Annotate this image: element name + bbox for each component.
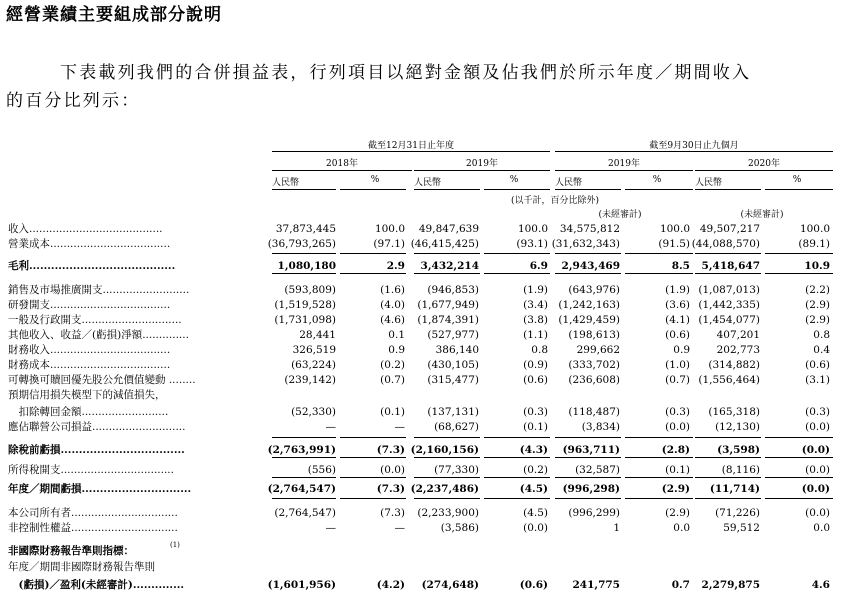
total-rule xyxy=(625,498,693,499)
header-rule xyxy=(555,151,833,152)
percent-cell: (2.9) xyxy=(661,483,690,495)
amount-cell: (46,415,425) xyxy=(410,238,479,250)
amount-cell: (643,976) xyxy=(568,284,620,296)
total-rule xyxy=(484,457,550,458)
amount-cell: (165,318) xyxy=(708,406,760,418)
header-pct: % xyxy=(792,175,802,185)
amount-cell: 28,441 xyxy=(299,329,336,341)
row-label: 營業成本.................................... xyxy=(8,238,171,250)
percent-cell: 2.9 xyxy=(386,260,405,272)
percent-cell: (1.9) xyxy=(665,284,690,296)
amount-cell: (77,330) xyxy=(434,464,479,476)
header-rule xyxy=(340,189,406,190)
percent-cell: 100.0 xyxy=(374,223,405,235)
percent-cell: (7.3) xyxy=(376,483,405,495)
amount-cell: (1,242,163) xyxy=(558,299,620,311)
percent-cell: (0.0) xyxy=(523,522,548,534)
total-rule xyxy=(625,457,693,458)
amount-cell: (963,711) xyxy=(562,444,620,456)
total-rule xyxy=(414,498,480,499)
percent-cell: (0.3) xyxy=(805,406,830,418)
table-row xyxy=(0,343,855,358)
header-rule xyxy=(625,189,693,190)
header-group-years: 截至12月31日止年度 xyxy=(368,141,454,151)
row-label: 本公司所有者................................ xyxy=(8,507,178,519)
total-rule xyxy=(555,498,621,499)
row-label: 收入........................................ xyxy=(8,223,163,235)
header-group-nine-months: 截至9月30日止九個月 xyxy=(649,141,739,151)
total-rule xyxy=(695,477,761,478)
table-row xyxy=(0,313,855,328)
total-rule xyxy=(414,253,480,254)
percent-cell: 6.9 xyxy=(529,260,548,272)
amount-cell: 1,080,180 xyxy=(277,260,336,272)
percent-cell: 4.6 xyxy=(811,579,830,591)
row-label: 毛利........................................ xyxy=(8,260,176,272)
row-label: (虧損)／盈利(未經審計).............. xyxy=(8,579,185,591)
percent-cell: 100.0 xyxy=(659,223,690,235)
percent-cell: (7.3) xyxy=(380,507,405,519)
header-rmb: 人民幣 xyxy=(272,178,300,188)
amount-cell: (996,299) xyxy=(568,507,620,519)
total-rule xyxy=(484,437,550,438)
total-rule xyxy=(272,253,336,254)
table-row xyxy=(0,259,855,274)
percent-cell: 0.8 xyxy=(813,329,830,341)
table-row xyxy=(0,222,855,237)
percent-cell: 0.1 xyxy=(388,329,405,341)
amount-cell: (1,519,528) xyxy=(274,299,336,311)
percent-cell: 0.9 xyxy=(673,344,690,356)
total-rule xyxy=(484,498,550,499)
total-rule xyxy=(555,437,621,438)
percent-cell: 0.7 xyxy=(671,579,690,591)
total-rule xyxy=(272,498,336,499)
percent-cell: (7.3) xyxy=(376,444,405,456)
amount-cell: (3,598) xyxy=(717,444,760,456)
percent-cell: (3.4) xyxy=(523,299,548,311)
percent-cell: (89.1) xyxy=(798,238,830,250)
row-label: 年度／期間非國際財務報告準則 xyxy=(8,561,155,573)
percent-cell: (97.1) xyxy=(373,238,405,250)
total-rule xyxy=(414,477,480,478)
unit-note: (以千計，百分比除外) xyxy=(510,196,600,206)
total-rule xyxy=(765,273,833,274)
footnote-marker: (1) xyxy=(170,541,180,549)
row-label: 研發開支.................................... xyxy=(8,299,171,311)
percent-cell: (0.3) xyxy=(665,406,690,418)
amount-cell: (44,088,570) xyxy=(691,238,760,250)
amount-cell: 49,507,217 xyxy=(699,223,760,235)
percent-cell: (0.0) xyxy=(801,483,830,495)
percent-cell: (0.7) xyxy=(665,374,690,386)
amount-cell: (2,233,900) xyxy=(417,507,479,519)
header-pct: % xyxy=(509,175,519,185)
total-rule xyxy=(625,477,693,478)
percent-cell: 0.9 xyxy=(388,344,405,356)
percent-cell: (0.6) xyxy=(523,374,548,386)
total-rule xyxy=(340,437,406,438)
total-rule xyxy=(340,253,406,254)
percent-cell: 100.0 xyxy=(517,223,548,235)
amount-cell: (63,224) xyxy=(291,359,336,371)
table-row xyxy=(0,298,855,313)
table-row xyxy=(0,420,855,435)
header-rmb: 人民幣 xyxy=(695,178,723,188)
amount-cell: (239,142) xyxy=(284,374,336,386)
amount-cell: (1,677,949) xyxy=(417,299,479,311)
row-label: 財務收入.................................... xyxy=(8,344,171,356)
total-rule xyxy=(625,253,693,254)
amount-cell: (556) xyxy=(307,464,336,476)
total-rule xyxy=(765,457,833,458)
header-pct: % xyxy=(652,175,662,185)
percent-cell: (4.3) xyxy=(519,444,548,456)
row-label: 其他收入、收益／(虧損)淨額.............. xyxy=(8,329,189,341)
percent-cell: (0.1) xyxy=(380,406,405,418)
percent-cell: (0.0) xyxy=(380,464,405,476)
amount-cell: (1,601,956) xyxy=(267,579,336,591)
amount-cell: (1,454,077) xyxy=(698,314,760,326)
row-label: 銷售及市場推廣開支.......................... xyxy=(8,284,190,296)
amount-cell: (1,874,391) xyxy=(417,314,479,326)
header-pct: % xyxy=(370,175,380,185)
amount-cell: (527,977) xyxy=(427,329,479,341)
row-label: 一般及行政開支.............................. xyxy=(8,314,182,326)
table-row xyxy=(0,237,855,252)
percent-cell: 8.5 xyxy=(671,260,690,272)
header-rule xyxy=(555,189,621,190)
percent-cell: (0.6) xyxy=(805,359,830,371)
percent-cell: (4.0) xyxy=(380,299,405,311)
percent-cell: 0.8 xyxy=(531,344,548,356)
amount-cell: (32,587) xyxy=(575,464,620,476)
row-label: 應佔聯營公司損益............................ xyxy=(8,421,186,433)
unaudited-note: (未經審計) xyxy=(740,210,784,220)
total-rule xyxy=(555,273,621,274)
total-rule xyxy=(414,273,480,274)
percent-cell: — xyxy=(394,522,405,534)
percent-cell: (3.8) xyxy=(523,314,548,326)
total-rule xyxy=(765,498,833,499)
amount-cell: (11,714) xyxy=(709,483,760,495)
percent-cell: (0.0) xyxy=(801,444,830,456)
amount-cell: (3,586) xyxy=(440,522,479,534)
amount-cell: (1,442,335) xyxy=(698,299,760,311)
amount-cell: 386,140 xyxy=(435,344,479,356)
total-rule xyxy=(272,457,336,458)
total-rule xyxy=(484,253,550,254)
percent-cell: (0.6) xyxy=(665,329,690,341)
percent-cell: (0.2) xyxy=(380,359,405,371)
percent-cell: (1.0) xyxy=(665,359,690,371)
total-rule xyxy=(272,437,336,438)
table-row xyxy=(0,328,855,343)
amount-cell: (1,429,459) xyxy=(558,314,620,326)
table-row xyxy=(0,544,855,559)
percent-cell: (0.3) xyxy=(523,406,548,418)
header-rule xyxy=(555,170,693,171)
amount-cell: (2,764,547) xyxy=(274,507,336,519)
header-rule xyxy=(272,170,412,171)
amount-cell: — xyxy=(325,421,336,433)
total-rule xyxy=(695,498,761,499)
percent-cell: (1.9) xyxy=(523,284,548,296)
amount-cell: (71,226) xyxy=(715,507,760,519)
total-rule xyxy=(555,253,621,254)
amount-cell: (198,613) xyxy=(568,329,620,341)
percent-cell: (0.0) xyxy=(665,421,690,433)
amount-cell: (118,487) xyxy=(568,406,620,418)
amount-cell: 34,575,812 xyxy=(559,223,620,235)
amount-cell: (430,105) xyxy=(427,359,479,371)
amount-cell: 241,775 xyxy=(572,579,620,591)
amount-cell: (31,632,343) xyxy=(551,238,620,250)
total-rule xyxy=(414,437,480,438)
header-rule xyxy=(414,170,550,171)
amount-cell: (1,556,464) xyxy=(698,374,760,386)
amount-cell: (68,627) xyxy=(434,421,479,433)
amount-cell: (52,330) xyxy=(291,406,336,418)
amount-cell: (2,237,486) xyxy=(410,483,479,495)
percent-cell: (3.6) xyxy=(665,299,690,311)
header-rule xyxy=(765,189,833,190)
amount-cell: (946,853) xyxy=(427,284,479,296)
total-rule xyxy=(340,477,406,478)
amount-cell: 59,512 xyxy=(723,522,760,534)
amount-cell: (2,160,156) xyxy=(410,444,479,456)
table-row xyxy=(0,560,855,575)
percent-cell: (0.0) xyxy=(805,421,830,433)
percent-cell: 0.0 xyxy=(673,522,690,534)
percent-cell: (4.2) xyxy=(376,579,405,591)
percent-cell: (4.5) xyxy=(523,507,548,519)
amount-cell: 2,279,875 xyxy=(701,579,760,591)
row-label: 財務成本.................................... xyxy=(8,359,171,371)
percent-cell: (2.9) xyxy=(805,299,830,311)
total-rule xyxy=(555,457,621,458)
header-rule xyxy=(272,189,336,190)
percent-cell: (4.6) xyxy=(380,314,405,326)
table-row xyxy=(0,578,855,593)
amount-cell: (8,116) xyxy=(721,464,760,476)
amount-cell: (36,793,265) xyxy=(267,238,336,250)
header-rule xyxy=(484,189,550,190)
amount-cell: (996,298) xyxy=(562,483,620,495)
header-rule xyxy=(414,189,480,190)
amount-cell: (333,702) xyxy=(568,359,620,371)
amount-cell: (2,763,991) xyxy=(267,444,336,456)
total-rule xyxy=(484,477,550,478)
total-rule xyxy=(272,477,336,478)
percent-cell: (0.1) xyxy=(523,421,548,433)
total-rule xyxy=(765,477,833,478)
header-year: 2019年 xyxy=(608,159,640,169)
amount-cell: (315,477) xyxy=(427,374,479,386)
amount-cell: 49,847,639 xyxy=(418,223,479,235)
amount-cell: (12,130) xyxy=(715,421,760,433)
percent-cell: — xyxy=(394,421,405,433)
percent-cell: (4.1) xyxy=(665,314,690,326)
amount-cell: — xyxy=(325,522,336,534)
amount-cell: 37,873,445 xyxy=(275,223,336,235)
total-rule xyxy=(695,273,761,274)
amount-cell: (1,087,013) xyxy=(698,284,760,296)
amount-cell: (593,809) xyxy=(284,284,336,296)
total-rule xyxy=(340,457,406,458)
amount-cell: 407,201 xyxy=(716,329,760,341)
amount-cell: (1,731,098) xyxy=(274,314,336,326)
table-row xyxy=(0,358,855,373)
section-heading: 經營業績主要組成部分說明 xyxy=(6,5,222,25)
percent-cell: (0.6) xyxy=(519,579,548,591)
percent-cell: 10.9 xyxy=(804,260,830,272)
amount-cell: (236,608) xyxy=(568,374,620,386)
header-rule xyxy=(272,151,550,152)
table-row xyxy=(0,506,855,521)
amount-cell: (314,882) xyxy=(708,359,760,371)
percent-cell: (2.8) xyxy=(661,444,690,456)
amount-cell: 202,773 xyxy=(716,344,760,356)
row-label: 非國際財務報告準則指標： xyxy=(8,545,134,557)
table-row xyxy=(0,463,855,478)
percent-cell: (0.9) xyxy=(523,359,548,371)
total-rule xyxy=(695,457,761,458)
total-rule xyxy=(695,437,761,438)
percent-cell: (1.1) xyxy=(523,329,548,341)
total-rule xyxy=(625,273,693,274)
row-label: 所得稅開支.................................. xyxy=(8,464,174,476)
amount-cell: 2,943,469 xyxy=(561,260,620,272)
amount-cell: 1 xyxy=(613,522,620,534)
amount-cell: (137,131) xyxy=(427,406,479,418)
table-row xyxy=(0,405,855,420)
percent-cell: (1.6) xyxy=(380,284,405,296)
percent-cell: (0.2) xyxy=(523,464,548,476)
total-rule xyxy=(765,253,833,254)
amount-cell: (2,764,547) xyxy=(267,483,336,495)
total-rule xyxy=(414,457,480,458)
header-year: 2018年 xyxy=(326,159,358,169)
percent-cell: 0.4 xyxy=(813,344,830,356)
header-year: 2019年 xyxy=(466,159,498,169)
row-label: 除稅前虧損.................................. xyxy=(8,444,185,456)
amount-cell: (3,834) xyxy=(581,421,620,433)
percent-cell: (93.1) xyxy=(516,238,548,250)
amount-cell: 326,519 xyxy=(292,344,336,356)
amount-cell: 5,418,647 xyxy=(701,260,760,272)
percent-cell: (2.2) xyxy=(805,284,830,296)
percent-cell: (4.5) xyxy=(519,483,548,495)
table-row xyxy=(0,283,855,298)
row-label: 年度／期間虧損.............................. xyxy=(8,483,192,495)
header-rmb: 人民幣 xyxy=(555,178,583,188)
table-row xyxy=(0,443,855,458)
total-rule xyxy=(340,498,406,499)
percent-cell: 100.0 xyxy=(799,223,830,235)
header-rule xyxy=(695,170,833,171)
total-rule xyxy=(765,437,833,438)
percent-cell: (91.5) xyxy=(658,238,690,250)
percent-cell: (2.9) xyxy=(805,314,830,326)
total-rule xyxy=(272,273,336,274)
percent-cell: (2.9) xyxy=(665,507,690,519)
total-rule xyxy=(340,273,406,274)
row-label: 非控制性權益................................ xyxy=(8,522,178,534)
percent-cell: (0.0) xyxy=(805,507,830,519)
table-row xyxy=(0,388,855,403)
intro-line-2: 的百分比列示： xyxy=(6,91,141,111)
total-rule xyxy=(695,253,761,254)
intro-line-1: 下表載列我們的合併損益表，行列項目以絕對金額及佔我們於所示年度／期間收入 xyxy=(60,63,752,83)
table-row xyxy=(0,521,855,536)
unaudited-note: (未經審計) xyxy=(598,210,642,220)
row-label: 可轉換可贖回優先股公允價值變動 ........ xyxy=(8,374,196,386)
percent-cell: (0.0) xyxy=(805,464,830,476)
total-rule xyxy=(484,273,550,274)
amount-cell: 3,432,214 xyxy=(420,260,479,272)
total-rule xyxy=(625,437,693,438)
table-row xyxy=(0,482,855,497)
table-row xyxy=(0,373,855,388)
header-year: 2020年 xyxy=(748,159,780,169)
percent-cell: (0.1) xyxy=(665,464,690,476)
amount-cell: (274,648) xyxy=(421,579,479,591)
header-rule xyxy=(695,189,761,190)
percent-cell: (3.1) xyxy=(805,374,830,386)
total-rule xyxy=(555,477,621,478)
amount-cell: 299,662 xyxy=(576,344,620,356)
row-label: 扣除轉回金額.......................... xyxy=(8,406,169,418)
row-label: 預期信用損失模型下的減值損失， xyxy=(8,389,166,401)
header-rmb: 人民幣 xyxy=(414,178,442,188)
percent-cell: 0.0 xyxy=(813,522,830,534)
percent-cell: (0.7) xyxy=(380,374,405,386)
